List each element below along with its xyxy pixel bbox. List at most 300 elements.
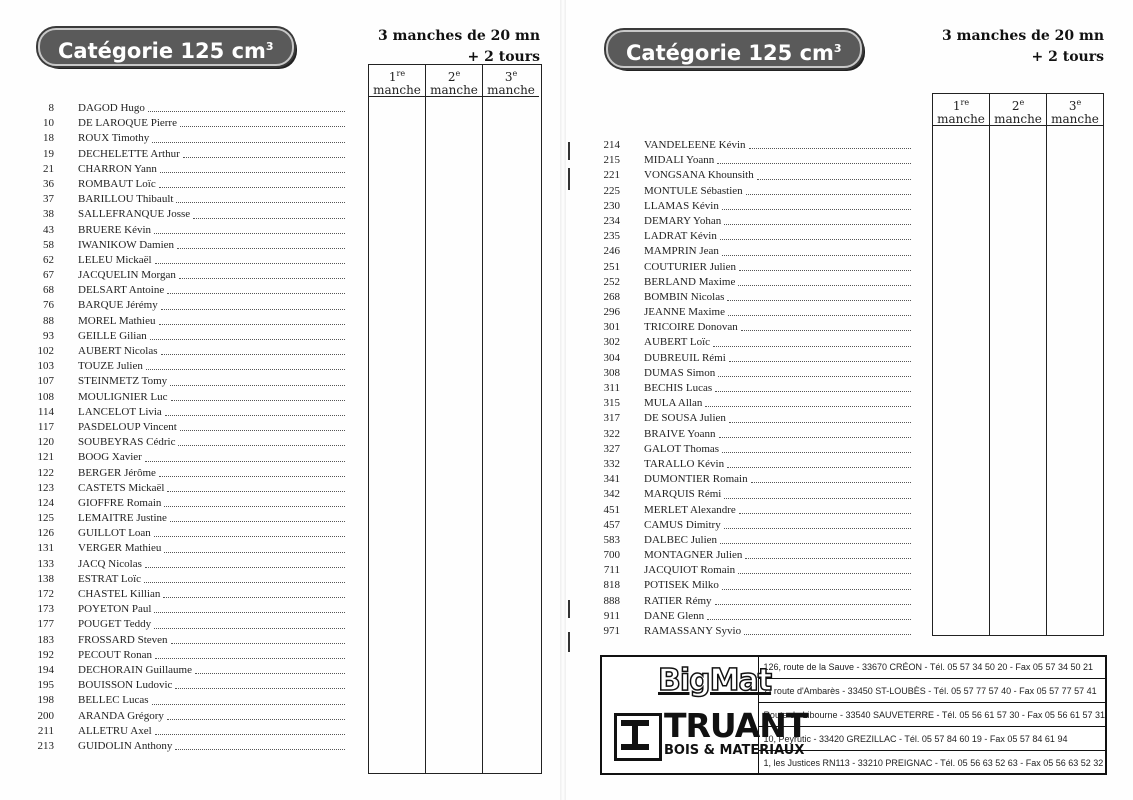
rider-name: PECOUT Ronan (78, 648, 153, 661)
dot-leader (744, 624, 911, 635)
rider-number: 332 (603, 457, 620, 470)
rider-row (8, 693, 345, 708)
dot-leader (152, 131, 345, 142)
dot-leader (179, 268, 345, 279)
category-badge (606, 30, 862, 68)
rider-name: DAGOD Hugo (78, 102, 145, 114)
rider-number: 198 (37, 694, 54, 707)
column-ordinal: 1 (952, 99, 961, 113)
dot-leader (193, 207, 345, 218)
rider-number: 213 (37, 739, 54, 752)
rider-row (574, 624, 911, 639)
dot-leader (178, 435, 345, 446)
rider-row (8, 709, 345, 724)
rider-name: MONTULE Sébastien (644, 184, 743, 197)
dot-leader (167, 481, 345, 492)
dot-leader (145, 557, 345, 568)
grid-column-body (1047, 126, 1103, 635)
rider-row (8, 162, 345, 177)
rider-row (8, 314, 345, 329)
rider-number: 18 (43, 132, 54, 145)
race-format-line2: + 2 tours (467, 49, 540, 65)
dot-leader (727, 457, 911, 468)
column-label: manche (487, 83, 535, 97)
rider-number: 234 (603, 214, 620, 227)
rider-number: 317 (603, 412, 620, 425)
sponsor-address: Route de Libourne - 33540 SAUVETERRE - Tél. 05 56 61 57 30 - Fax 05 56 61 57 31 (759, 710, 1105, 727)
rider-name: BOUISSON Ludovic (78, 679, 173, 692)
grid-column-manche-2 (989, 94, 1046, 635)
dot-leader (724, 518, 911, 529)
rider-row (574, 411, 911, 426)
category-badge-sup: 3 (265, 40, 274, 53)
rider-name: BELLEC Lucas (78, 694, 149, 707)
dot-leader (722, 442, 911, 453)
sponsor-ad (600, 655, 1107, 775)
column-ordinal: 3 (1068, 99, 1077, 113)
rider-number: 200 (37, 709, 54, 722)
rider-name: GUIDOLIN Anthony (78, 739, 173, 752)
rider-row (8, 572, 345, 587)
column-ordinal: 1 (388, 70, 397, 84)
dot-leader (177, 238, 345, 249)
rider-row (8, 298, 345, 313)
rider-row (8, 116, 345, 131)
dot-leader (155, 648, 345, 659)
rider-number: 342 (603, 488, 620, 501)
dot-leader (749, 138, 911, 149)
rider-name: TARALLO Kévin (644, 457, 725, 470)
rider-row (574, 320, 911, 335)
category-badge-text: Catégorie 125 cm (58, 39, 266, 63)
category-badge-text: Catégorie 125 cm (626, 41, 834, 65)
rider-number: 102 (37, 345, 54, 357)
rider-number: 122 (37, 466, 54, 479)
rider-name: DEMARY Yohan (644, 214, 722, 227)
rider-number: 62 (43, 253, 54, 266)
rider-row (8, 253, 345, 268)
dot-leader (154, 602, 345, 613)
rider-number: 583 (603, 533, 620, 546)
rider-row (8, 207, 345, 222)
column-ordinal: 2 (1011, 99, 1020, 113)
rider-number: 971 (603, 625, 620, 637)
rider-name: JACQ Nicolas (78, 557, 142, 570)
rider-number: 172 (37, 588, 54, 600)
rider-number: 296 (603, 306, 620, 319)
rider-name: POUGET Teddy (78, 618, 152, 631)
rider-row (8, 147, 345, 162)
rider-name: RATIER Rémy (644, 594, 712, 607)
rider-name: VERGER Mathieu (78, 542, 162, 555)
rider-name: DUBREUIL Rémi (644, 351, 726, 364)
dot-leader (159, 466, 345, 477)
rider-number: 124 (37, 496, 54, 509)
rider-number: 322 (603, 427, 620, 440)
rider-name: DELSART Antoine (78, 284, 165, 297)
rider-number: 818 (603, 579, 620, 592)
grid-column-manche-3 (1046, 94, 1103, 635)
rider-name: BERGER Jérôme (78, 466, 156, 479)
rider-row (8, 541, 345, 556)
column-label: manche (1051, 112, 1099, 126)
rider-row (574, 244, 911, 259)
rider-number: 68 (43, 284, 54, 297)
rider-name: SALLEFRANQUE Josse (78, 208, 191, 221)
rider-number: 311 (603, 382, 620, 394)
rider-row (574, 168, 911, 183)
rider-number: 103 (37, 360, 54, 373)
dot-leader (746, 184, 911, 195)
rider-number: 457 (603, 518, 620, 531)
dot-leader (165, 405, 345, 416)
rider-row (574, 335, 911, 350)
rider-number: 43 (43, 223, 54, 236)
rider-row (8, 192, 345, 207)
rider-number: 315 (603, 397, 620, 410)
grid-column-body (990, 126, 1046, 635)
rider-row (8, 663, 345, 678)
rider-number: 8 (48, 102, 54, 114)
rider-number: 125 (37, 512, 54, 525)
rider-number: 230 (603, 199, 620, 212)
rider-name: IWANIKOW Damien (78, 238, 175, 251)
grid-column-header (426, 65, 482, 97)
rider-row (8, 177, 345, 192)
dot-leader (155, 253, 345, 264)
dot-leader (171, 390, 345, 401)
rider-name: DE LAROQUE Pierre (78, 117, 177, 130)
rider-row (574, 563, 911, 578)
rider-number: 700 (603, 549, 620, 562)
rider-number: 133 (37, 557, 54, 570)
rider-name: BOOG Xavier (78, 451, 142, 464)
rider-number: 114 (37, 405, 54, 418)
rider-name: ARANDA Grégory (78, 709, 164, 722)
truant-tagline: BOIS & MATERIAUX (664, 743, 805, 758)
rider-name: CASTETS Mickaël (78, 481, 165, 494)
grid-column-body (426, 97, 482, 773)
dot-leader (150, 329, 345, 340)
rider-name: RAMASSANY Syvio (644, 625, 742, 637)
rider-name: MONTAGNER Julien (644, 549, 743, 562)
rider-name: DECHELETTE Arthur (78, 147, 180, 160)
dot-leader (160, 162, 345, 173)
dot-leader (161, 344, 346, 355)
rider-name: SOUBEYRAS Cédric (78, 436, 176, 449)
rider-name: AUBERT Loïc (644, 336, 711, 349)
rider-row (574, 578, 911, 593)
grid-column-body (483, 97, 539, 773)
rider-row (574, 472, 911, 487)
rider-row (574, 381, 911, 396)
dot-leader (164, 541, 345, 552)
dot-leader (170, 374, 345, 385)
rider-list-right (574, 138, 911, 639)
rider-name: LLAMAS Kévin (644, 199, 719, 212)
dot-leader (739, 503, 911, 514)
binding-mark (568, 600, 570, 618)
left-page (0, 0, 560, 800)
rider-row (574, 518, 911, 533)
dot-leader (175, 739, 345, 750)
dot-leader (757, 168, 911, 179)
rider-row (8, 390, 345, 405)
rider-number: 21 (43, 162, 54, 175)
race-format-heading (360, 26, 540, 68)
column-label: manche (994, 112, 1042, 126)
rider-number: 301 (603, 321, 620, 334)
binding-mark (568, 142, 570, 160)
rider-row (8, 405, 345, 420)
rider-number: 214 (603, 139, 620, 151)
bigmat-logo-text: BigMat (658, 663, 772, 698)
rider-number: 177 (37, 618, 54, 631)
rider-list-left (8, 101, 345, 754)
dot-leader (729, 351, 911, 362)
rider-name: BARILLOU Thibault (78, 193, 174, 206)
rider-name: JACQUELIN Morgan (78, 269, 176, 282)
dot-leader (722, 199, 911, 210)
dot-leader (715, 594, 911, 605)
rider-name: CAMUS Dimitry (644, 518, 721, 531)
rider-name: BOMBIN Nicolas (644, 290, 725, 303)
rider-row (574, 184, 911, 199)
rider-number: 36 (43, 177, 54, 190)
rider-number: 88 (43, 314, 54, 327)
rider-row (8, 587, 345, 602)
rider-number: 19 (43, 147, 54, 160)
rider-row (8, 359, 345, 374)
dot-leader (713, 335, 911, 346)
rider-name: PASDELOUP Vincent (78, 420, 177, 433)
rider-number: 211 (37, 724, 54, 737)
dot-leader (159, 177, 345, 188)
rider-number: 302 (603, 336, 620, 349)
dot-leader (738, 563, 911, 574)
dot-leader (163, 587, 345, 598)
rider-row (8, 283, 345, 298)
rider-name: LADRAT Kévin (644, 230, 717, 243)
rider-row (8, 739, 345, 754)
truant-logo-icon (614, 713, 662, 761)
grid-column-header (990, 94, 1046, 126)
rider-name: GALOT Thomas (644, 442, 720, 455)
rider-row (8, 496, 345, 511)
rider-number: 235 (603, 230, 620, 243)
rider-row (8, 450, 345, 465)
rider-name: ESTRAT Loïc (78, 572, 142, 585)
sponsor-address: 126, route de la Sauve - 33670 CRÉON - Tél. 05 57 34 50 20 - Fax 05 57 34 50 21 (759, 662, 1105, 679)
rider-number: 327 (603, 442, 620, 455)
rider-number: 195 (37, 679, 54, 692)
rider-number: 341 (603, 473, 620, 486)
race-format-heading (924, 26, 1104, 68)
grid-column-manche-1 (933, 94, 989, 635)
rider-name: BARQUE Jérémy (78, 299, 158, 312)
dot-leader (719, 427, 911, 438)
rider-row (574, 153, 911, 168)
rider-name: MOULIGNIER Luc (78, 390, 168, 403)
rider-name: ALLETRU Axel (78, 724, 152, 737)
rider-row (574, 427, 911, 442)
rider-name: LELEU Mickaël (78, 253, 152, 266)
rider-row (574, 199, 911, 214)
grid-column-manche-3 (482, 65, 539, 773)
rider-name: FROSSARD Steven (78, 633, 168, 646)
rider-name: LEMAITRE Justine (78, 512, 167, 525)
rider-name: ROUX Timothy (78, 132, 150, 145)
race-format-line1: 3 manches de 20 mn (378, 28, 540, 44)
rider-name: DANE Glenn (644, 609, 705, 622)
column-label: manche (430, 83, 478, 97)
grid-column-manche-2 (425, 65, 482, 773)
rider-number: 120 (37, 436, 54, 449)
rider-number: 225 (603, 184, 620, 197)
column-ordinal: 2 (447, 70, 456, 84)
rider-name: POYETON Paul (78, 603, 152, 616)
rider-row (574, 351, 911, 366)
column-ordinal-sup: e (1076, 98, 1082, 107)
dot-leader (180, 116, 345, 127)
column-ordinal-sup: e (512, 69, 518, 78)
rider-number: 10 (43, 117, 54, 130)
rider-number: 911 (603, 609, 620, 622)
rider-row (574, 594, 911, 609)
rider-name: STEINMETZ Tomy (78, 375, 168, 388)
sponsor-addresses (758, 657, 1105, 773)
dot-leader (727, 290, 911, 301)
dot-leader (146, 359, 345, 370)
rider-name: MERLET Alexandre (644, 503, 736, 516)
column-ordinal-sup: re (960, 98, 970, 107)
rider-row (574, 487, 911, 502)
dot-leader (718, 366, 911, 377)
rider-number: 192 (37, 648, 54, 661)
dot-leader (722, 244, 911, 255)
rider-row (574, 305, 911, 320)
rider-name: TOUZE Julien (78, 360, 143, 373)
column-ordinal: 3 (504, 70, 513, 84)
dot-leader (729, 411, 911, 422)
rider-row (8, 511, 345, 526)
rider-row (574, 533, 911, 548)
rider-row (574, 214, 911, 229)
dot-leader (720, 533, 911, 544)
rider-row (8, 481, 345, 496)
rider-row (8, 344, 345, 359)
dot-leader (167, 709, 345, 720)
rider-row (8, 268, 345, 283)
dot-leader (167, 283, 345, 294)
rider-row (8, 602, 345, 617)
rider-number: 58 (43, 238, 54, 251)
rider-number: 37 (43, 193, 54, 206)
rider-row (8, 374, 345, 389)
rider-row (8, 238, 345, 253)
rider-name: CHASTEL Killian (78, 588, 161, 600)
results-grid (368, 64, 542, 774)
rider-row (8, 617, 345, 632)
rider-number: 123 (37, 481, 54, 494)
column-ordinal-sup: re (396, 69, 406, 78)
rider-row (8, 724, 345, 739)
rider-row (574, 457, 911, 472)
dot-leader (717, 153, 911, 164)
rider-number: 67 (43, 269, 54, 282)
rider-number: 451 (603, 503, 620, 516)
dot-leader (728, 305, 911, 316)
rider-name: COUTURIER Julien (644, 260, 736, 273)
rider-row (574, 138, 911, 153)
race-format-line1: 3 manches de 20 mn (942, 28, 1104, 44)
dot-leader (145, 450, 345, 461)
rider-number: 107 (37, 375, 54, 388)
dot-leader (705, 396, 911, 407)
grid-column-manche-1 (369, 65, 425, 773)
truant-company-name: TRUANT (664, 706, 808, 745)
dot-leader (161, 298, 345, 309)
rider-row (574, 229, 911, 244)
dot-leader (154, 617, 345, 628)
sponsor-address: 10, Peyrutic - 33420 GREZILLAC - Tél. 05 57 84 60 19 - Fax 05 57 84 61 94 (759, 734, 1105, 751)
rider-number: 131 (37, 542, 54, 555)
dot-leader (154, 526, 345, 537)
rider-row (8, 678, 345, 693)
dot-leader (195, 663, 345, 674)
dot-leader (720, 229, 911, 240)
rider-name: GIOFFRE Romain (78, 496, 162, 509)
binding-mark (568, 168, 570, 190)
rider-name: JACQUIOT Romain (644, 564, 736, 577)
rider-number: 888 (603, 594, 620, 607)
rider-name: VANDELEENE Kévin (644, 139, 746, 151)
rider-name: DUMONTIER Romain (644, 473, 748, 486)
dot-leader (152, 693, 345, 704)
rider-number: 108 (37, 390, 54, 403)
dot-leader (745, 548, 911, 559)
rider-row (574, 366, 911, 381)
dot-leader (715, 381, 911, 392)
rider-row (8, 420, 345, 435)
rider-number: 126 (37, 527, 54, 540)
dot-leader (155, 724, 345, 735)
rider-name: DE SOUSA Julien (644, 412, 726, 425)
rider-number: 121 (37, 451, 54, 464)
rider-number: 93 (43, 329, 54, 342)
column-ordinal-sup: e (1019, 98, 1025, 107)
rider-row (8, 131, 345, 146)
rider-name: POTISEK Milko (644, 579, 719, 592)
rider-name: LANCELOT Livia (78, 405, 162, 418)
rider-number: 251 (603, 260, 620, 273)
dot-leader (751, 472, 911, 483)
dot-leader (159, 314, 346, 325)
rider-name: MULA Allan (644, 397, 703, 410)
rider-name: MOREL Mathieu (78, 314, 156, 327)
rider-row (8, 101, 345, 116)
rider-row (8, 648, 345, 663)
rider-row (8, 329, 345, 344)
rider-row (8, 633, 345, 648)
rider-row (574, 260, 911, 275)
sponsor-address: ZI route d'Ambarès - 33450 ST-LOUBÈS - Tél. 05 57 77 57 40 - Fax 05 57 77 57 41 (759, 686, 1105, 703)
rider-name: VONGSANA Khounsith (644, 169, 754, 182)
dot-leader (724, 214, 911, 225)
rider-name: ROMBAUT Loïc (78, 177, 156, 190)
rider-number: 221 (603, 169, 620, 182)
sponsor-address: 1, les Justices RN113 - 33210 PREIGNAC - Tél. 05 56 63 52 63 - Fax 05 56 63 52 32 (763, 757, 1104, 768)
